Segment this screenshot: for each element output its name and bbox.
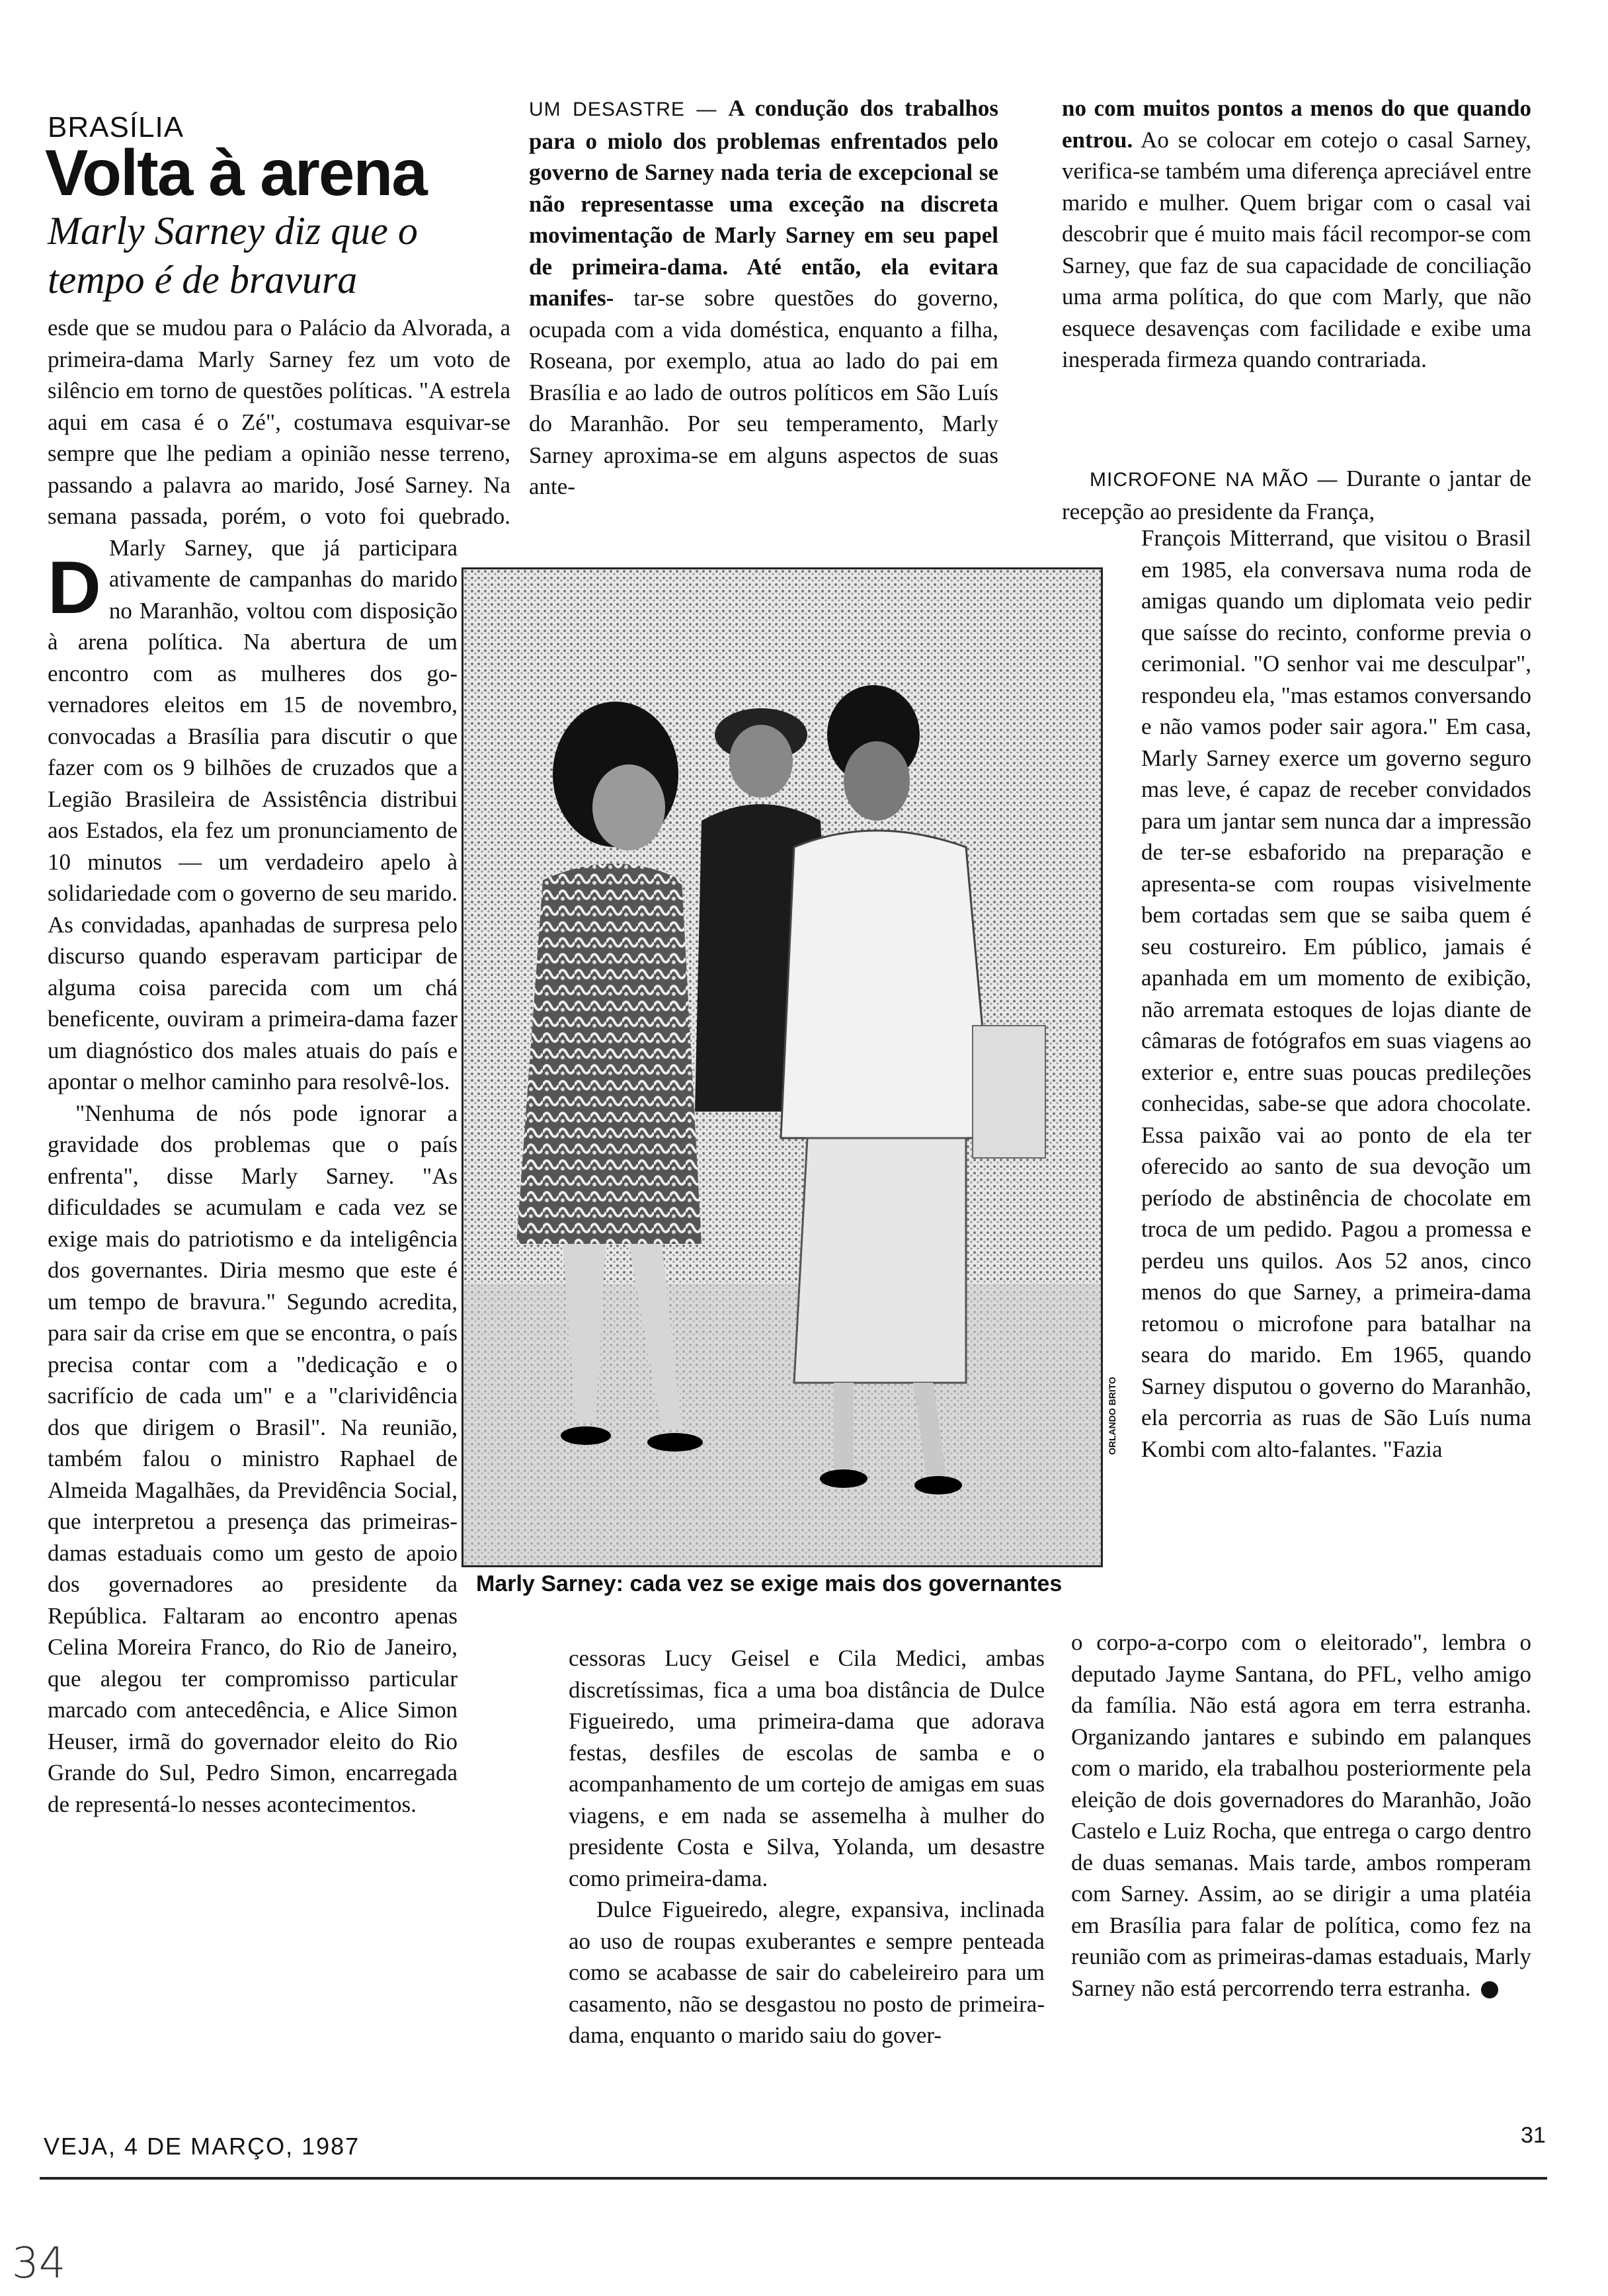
- col3-narrow-text: François Mitterrand, que visitou o Brasil em 1985, ela conversava numa roda de amigas quando um diplomata veio pedir que saísse do recinto, conforme previa o cerimonial. "O senhor vai me desculpar", respondeu ela, "mas estamos conversando e não vamos poder sair agora." Em casa, Marly Sarney exerce um governo seguro mas leve, é capaz de receber convidados para um jantar sem nunca dar a impressão de ter-se esbaforido na preparação e apresenta-se com roupas visivelmente bem cortadas sem que se saiba quem é seu costureiro. Em público, jamais é apanhada em um momento de exibição, não arremata estoques de lojas diante de câmaras de fotógrafos em suas viagens ao exterior e, entre suas poucas predileções conhecidas, sabe-se que adora chocolate. Essa paixão vai ao ponto de ela ter oferecido ao santo de sua devoção um período de abstinência de chocolate em troca de um pedido. Pagou a promessa e perdeu uns quilos. Aos 52 anos, cinco menos do que Sarney, a primeira-dama retomou o microfone para batalhar na seara do marido. Em 1965, quando Sarney disputou o governo do Maranhão, ela percorria as ruas de São Luís numa Kombi com alto-falantes. "Fazia: [1141, 525, 1531, 1462]
- column-2-bottom: [569, 1643, 1045, 2112]
- drop-cap: D: [48, 546, 101, 629]
- page-number: 31: [1521, 2123, 1546, 2148]
- column-3-bottom: [1071, 1627, 1531, 2116]
- photo: [462, 567, 1103, 1567]
- column-2-top: [529, 93, 998, 562]
- col2-top-text: tar-se sobre questões do governo, ocupada com a vida doméstica, enquanto a filha, Roseana, por exemplo, atua ao lado do pai em Brasília e ao lado de outros políticos em São Luís do Maranhão. Por seu temperamento, Marly Sarney aproxima-se em alguns aspectos de suas ante-: [529, 285, 999, 499]
- col2-bold-run: A condução dos trabalhos para o miolo dos problemas enfrentados pelo governo de Sarney nada teria de excepcional se não representasse uma exceção na discreta movimentação de Marly Sarney em seu papel de primeira-dama. Até então, ela evitara manifes-: [529, 95, 999, 311]
- col3-bold-run: no com muitos pontos a menos do que quando entrou.: [1062, 95, 1531, 153]
- col3-top-text: Ao se colocar em cotejo o casal Sarney, verifica-se também uma diferença apreciável entre marido e mulher. Quem brigar com o casal vai descobrir que é muito mais fácil recompor-se com Sarney, que faz de sua capacidade de conciliação uma arma política, do que com Marly, que não esquece desavenças com facilidade e exibe uma inesperada firmeza quando contrariada.: [1062, 126, 1531, 372]
- subtitle: Marly Sarney diz que o tempo é de bravura: [48, 209, 418, 302]
- photo-caption: Marly Sarney: cada vez se exige mais dos governantes: [476, 1571, 1063, 1596]
- photo-figures: [463, 569, 1101, 1565]
- column-1: [48, 312, 510, 2098]
- handwritten-number: 34: [12, 2239, 66, 2288]
- lead-in-microfone: MICROFONE NA MÃO —: [1090, 469, 1338, 491]
- column-3-narrow: [1141, 522, 1531, 1627]
- lead-in-um-desastre: UM DESASTRE —: [529, 99, 717, 120]
- col2-bottom-paragraph-2: Dulce Figueiredo, alegre, expansiva, inclinada ao uso de roupas exuberantes e sempre penteada como se acabasse de sair do cabeleireiro para um casamento, não se desgastou no posto de primeira-dama, enquanto o marido saiu do gover-: [569, 1897, 1045, 2048]
- footer-rule: [40, 2177, 1547, 2180]
- issue-footer: VEJA, 4 DE MARÇO, 1987: [44, 2133, 360, 2160]
- col3-bottom-text: o corpo-a-corpo com o eleitorado", lembra o deputado Jayme Santana, do PFL, velho amigo da família. Não está agora em terra estranha. Organizando jantares e subindo em palanques com o marido, ela trabalhou posteriormente pela eleição de dois governadores do Maranhão, João Castelo e Luiz Rocha, que entrega o cargo dentro de duas semanas. Mais tarde, ambos romperam com Sarney. Assim, ao se dirigir a uma platéia em Brasília para falar de política, como fez na reunião com as primeiras-damas estaduais, Marly Sarney não está percorrendo terra estranha.: [1071, 1629, 1531, 2001]
- section-label: BRASÍLIA: [48, 111, 184, 144]
- col1-paragraph-2: "Nenhuma de nós pode ignorar a gravidade dos problemas que o país enfrenta", disse Marly Sarney. "As dificuldades se acumulam e cada vez se exige mais do patriotismo e da inteligência dos governantes. Diria mesmo que este é um tempo de bravura." Segundo acredita, para sair da crise em que se encontra, o país precisa contar com a "dedicação e o sacrifício de cada um" e a "clarividência dos que dirigem o Brasil". Na reunião, também falou o ministro Raphael de Almeida Magalhães, da Previdência Social, que interpretou a presença das primeiras-damas estaduais como um gesto de apoio dos governadores ao presidente da República. Faltaram ao encontro apenas Celina Moreira Franco, do Rio de Janeiro, que alegou ter compromisso particular marcado com antecedência, e Alice Simon Heuser, irmã do governador eleito do Rio Grande do Sul, Pedro Simon, encarregada de representá-lo nesses acontecimentos.: [48, 1100, 458, 1817]
- end-mark: [1481, 1981, 1498, 1998]
- column-3-intro: MICROFONE NA MÃO — Durante o jantar de recepção ao presidente da França,: [1062, 466, 1531, 524]
- photo-credit: ORLANDO BRITO: [1107, 1377, 1117, 1455]
- col2-bottom-paragraph-1: cessoras Lucy Geisel e Cila Medici, ambas discretíssimas, fica a uma boa distância de Dulce Figueiredo, uma primeira-dama que adorava festas, desfiles de escolas de samba e o acompanhamento de um cortejo de amigas em suas viagens, e em nada se assemelha à mulher do presidente Costa e Silva, Yolanda, um desastre como primeira-dama.: [569, 1645, 1045, 1891]
- column-3-top: [1062, 93, 1531, 423]
- headline: Volta à arena: [45, 136, 426, 209]
- col1-paragraph-1: D esde que se mudou para o Palácio da Alvorada, a primeira-dama Marly Sarney fez um voto de silêncio em torno de questões políticas. "A estrela aqui em casa é o Zé", costumava esquivar-se sempre que lhe pediam a opinião nesse terreno, passando a palavra ao marido, José Sarney. Na semana passada, porém, o voto foi quebrado. Marly Sarney, que já participara ativamente de campanhas do marido no Maranhão, voltou com disposição à arena política. Na abertura de um encontro com as mulheres dos go-vernadores eleitos em 15 de novembro, convocadas a Brasília para discutir o que fazer com os 9 bilhões de cruzados que a Legião Brasileira de Assistência distribui aos Estados, ela fez um pronunciamento de 10 minutos — um verdadeiro apelo à solidariedade com o governo de seu marido. As convidadas, apanhadas de surpresa pelo discurso quando esperavam participar de alguma coisa parecida com um chá beneficente, ouviram a primeira-dama fazer um diagnóstico dos males atuais do país e apontar o melhor caminho para resolvê-los.: [48, 315, 510, 1094]
